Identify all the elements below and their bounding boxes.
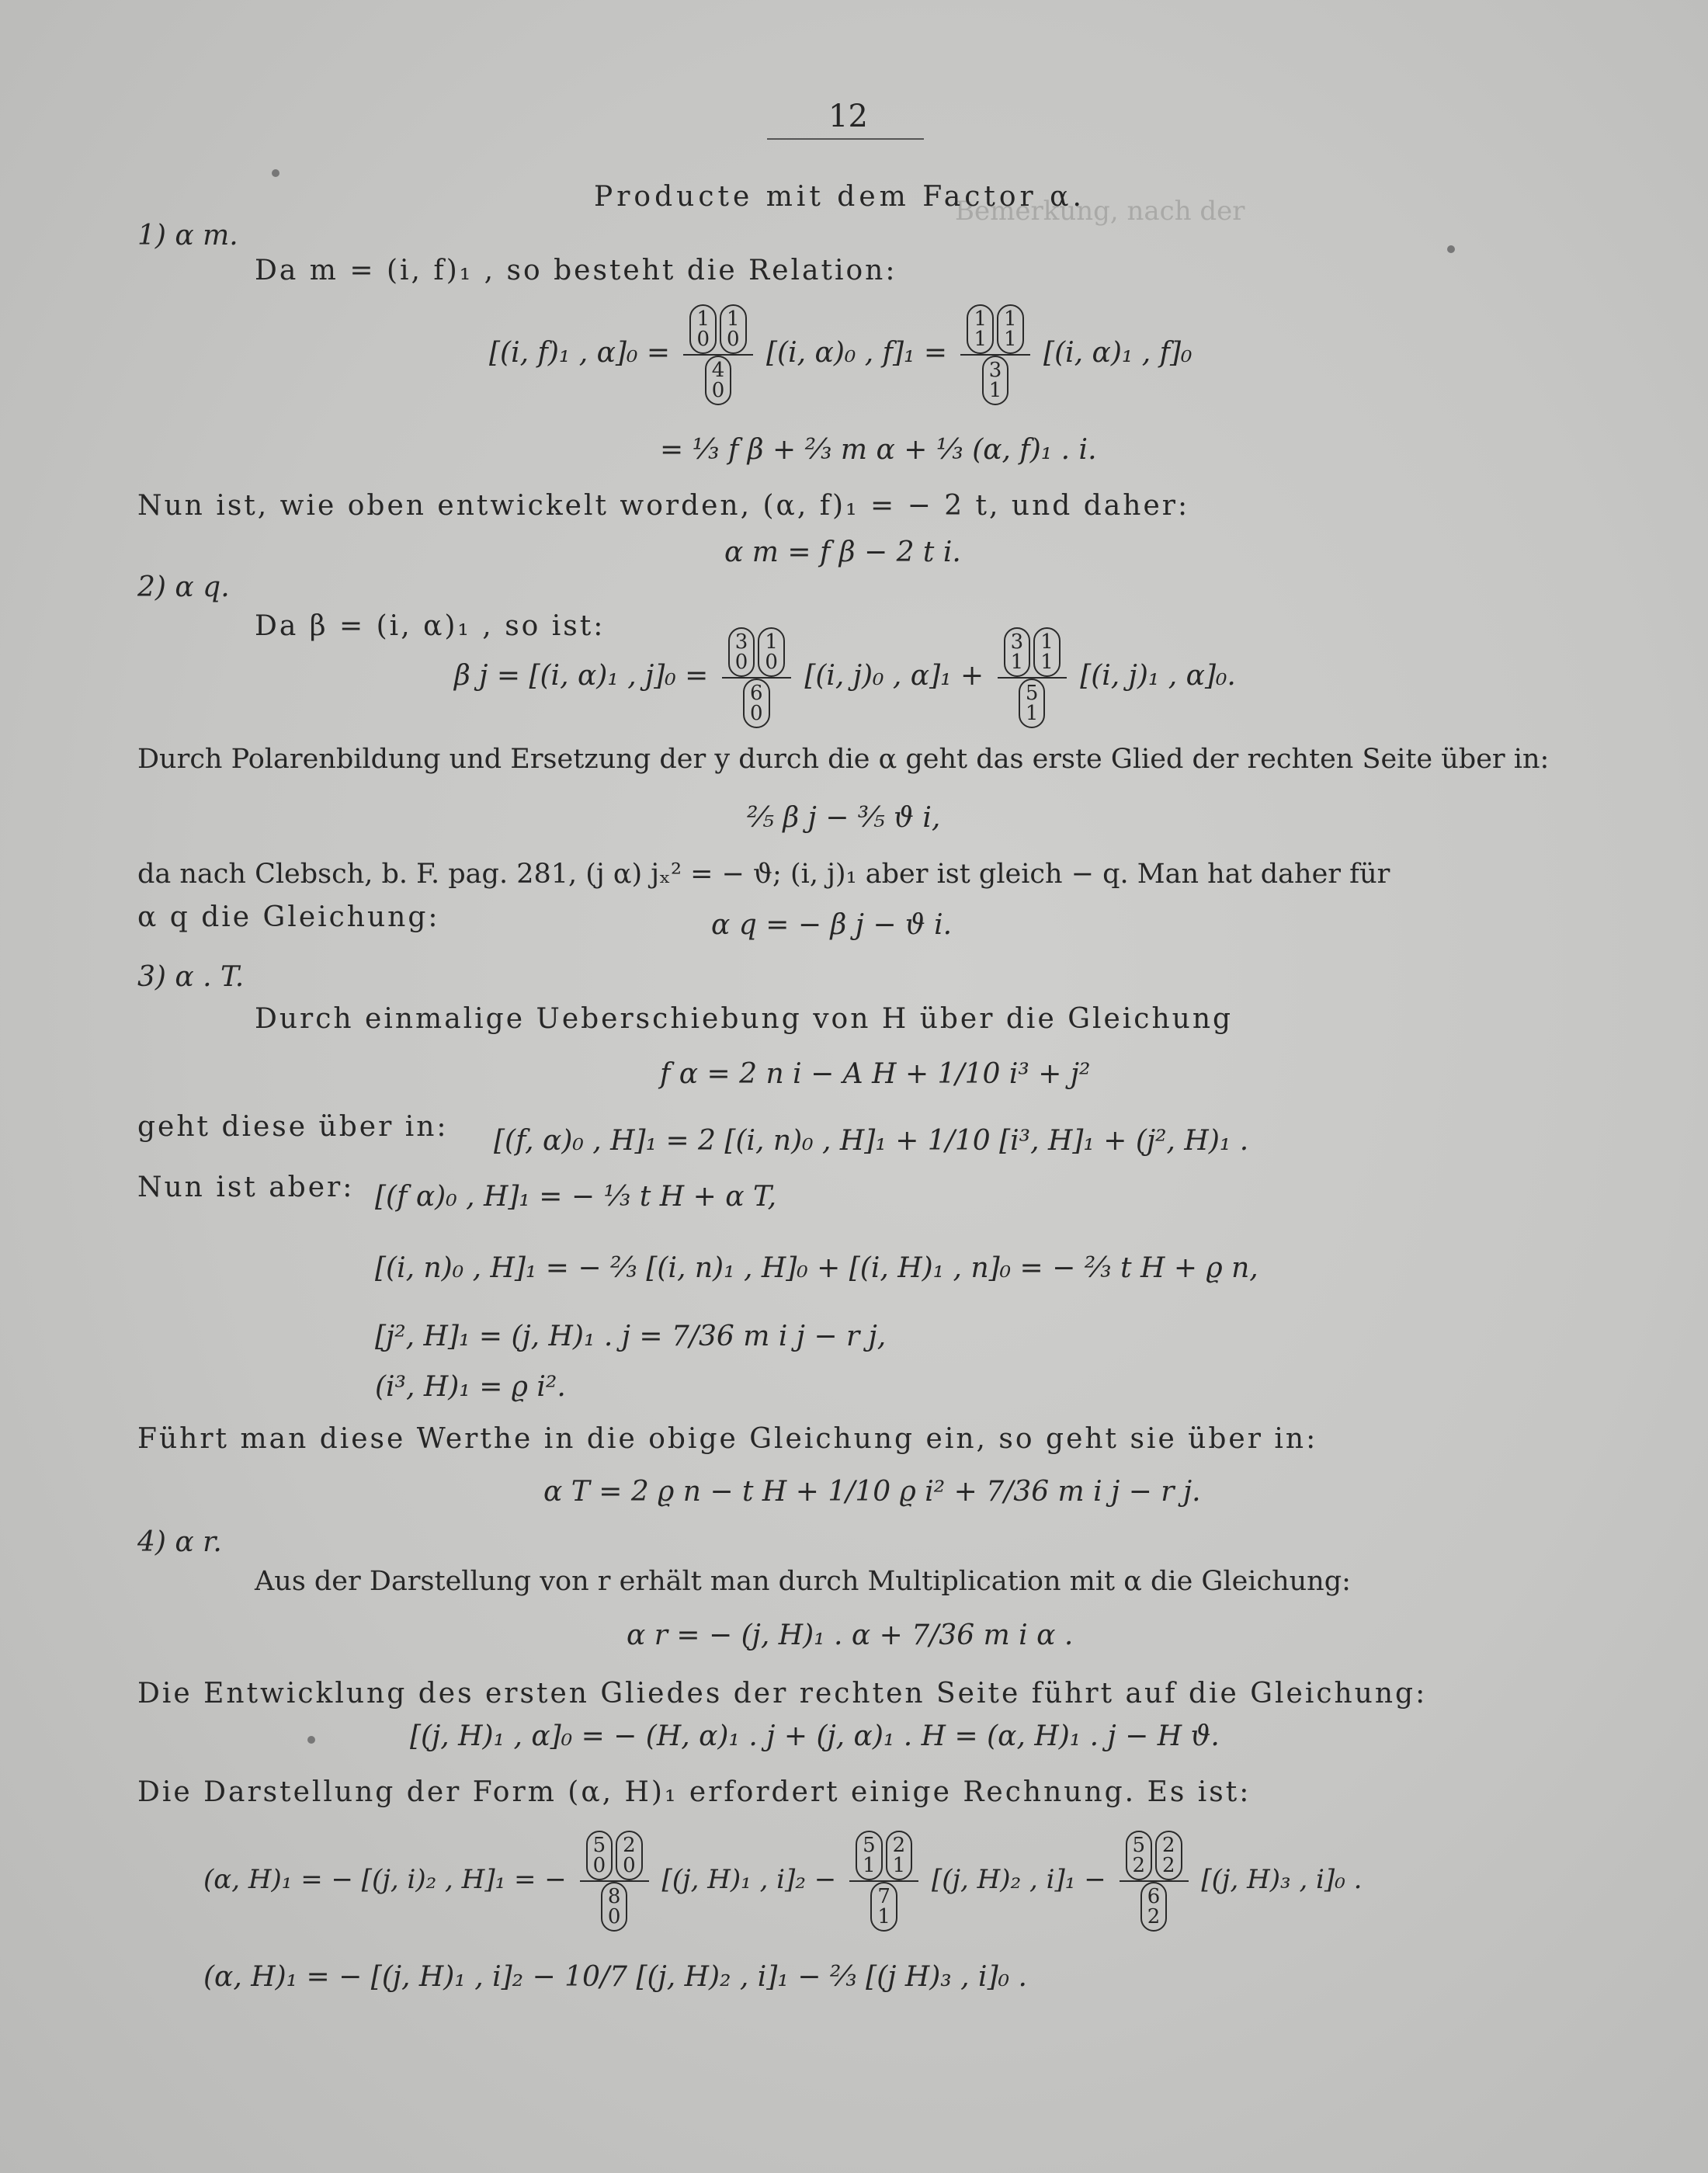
s3-text2: Nun ist aber: <box>137 1172 355 1203</box>
fraction: 3 01 0 6 0 <box>722 627 791 728</box>
s4-text2: Die Darstellung der Form (α, H)₁ erfordert einige Rechnung. Es ist: <box>137 1776 1251 1808</box>
section-label-4: 4) α r. <box>137 1526 222 1558</box>
s1-text: Nun ist, wie oben entwickelt worden, (α, f)₁ = − 2 t, und daher: <box>137 490 1190 522</box>
s3-result: α T = 2 ϱ n − t H + 1/10 ϱ i² + 7/36 m i j − r j. <box>543 1476 1201 1508</box>
s4-eq3-d: [(j, H)₃ , i]₀ . <box>1201 1864 1363 1895</box>
s3-eq6: (i³, H)₁ = ϱ i². <box>375 1371 566 1403</box>
s3-text1: geht diese über in: <box>137 1111 449 1143</box>
s2-text1: Durch Polarenbildung und Ersetzung der y durch die α geht das erste Glied der rechten Seite über in: <box>137 744 1550 775</box>
s3-eq2: [(f, α)₀ , H]₁ = 2 [(i, n)₀ , H]₁ + 1/10 [i³, H]₁ + (j², H)₁ . <box>494 1125 1249 1157</box>
s3-eq4: [(i, n)₀ , H]₁ = − ⅔ [(i, n)₁ , H]₀ + [(i, H)₁ , n]₀ = − ⅔ t H + ϱ n, <box>375 1252 1258 1284</box>
bleed-through-text: Bemerkung, nach der <box>955 196 1245 227</box>
section-label-2: 2) α q. <box>137 571 230 603</box>
fraction: 5 02 0 8 0 <box>580 1831 649 1932</box>
paper-speck <box>1447 245 1455 253</box>
s2-eq-lhs: β j = [(i, α)₁ , j]₀ = <box>454 660 709 692</box>
s3-intro: Durch einmalige Ueberschiebung von H über die Gleichung <box>255 1003 1234 1035</box>
fraction: 1 01 0 4 0 <box>683 304 752 405</box>
s1-eq1-rhs: [(i, α)₁ , f]₀ <box>1043 337 1192 369</box>
s1-eq1 <box>489 304 1192 405</box>
fraction: 5 12 1 7 1 <box>849 1831 918 1932</box>
s2-eq-rhs: [(i, j)₁ , α]₀. <box>1080 660 1236 692</box>
fraction: 1 11 1 3 1 <box>960 304 1029 405</box>
paper-speck <box>272 169 279 177</box>
page-number: 12 <box>828 99 868 134</box>
s3-text3: Führt man diese Werthe in die obige Gleichung ein, so geht sie über in: <box>137 1423 1318 1455</box>
section-label-1: 1) α m. <box>137 220 238 252</box>
s3-eq5: [j², H]₁ = (j, H)₁ . j = 7/36 m i j − r j, <box>375 1321 887 1352</box>
s4-eq2: [(j, H)₁ , α]₀ = − (H, α)₁ . j + (j, α)₁ . H = (α, H)₁ . j − H ϑ. <box>410 1720 1220 1752</box>
s1-intro: Da m = (i, f)₁ , so besteht die Relation: <box>255 255 897 286</box>
s4-eq3-b: [(j, H)₁ , i]₂ − <box>661 1864 837 1895</box>
s2-eq <box>454 627 1236 728</box>
s1-result: α m = f β − 2 t i. <box>724 536 961 568</box>
s1-eq1-mid: [(i, α)₀ , f]₁ = <box>766 337 948 369</box>
s2-text3: α q die Gleichung: <box>137 901 440 933</box>
section-heading: Producte mit dem Factor α. <box>594 181 1085 213</box>
fraction: 5 22 2 6 2 <box>1120 1831 1189 1932</box>
s2-intro: Da β = (i, α)₁ , so ist: <box>255 610 606 642</box>
s4-eq3 <box>203 1831 1362 1932</box>
page-number-rule <box>767 138 924 140</box>
s1-eq2: = ⅓ f β + ⅔ m α + ⅓ (α, f)₁ . i. <box>660 434 1097 466</box>
s4-eq3-a: (α, H)₁ = − [(j, i)₂ , H]₁ = − <box>203 1864 567 1895</box>
s4-text1: Die Entwicklung des ersten Gliedes der rechten Seite führt auf die Gleichung: <box>137 1678 1428 1710</box>
paper-speck <box>307 1736 315 1744</box>
s1-eq1-lhs: [(i, f)₁ , α]₀ = <box>489 337 671 369</box>
s2-eq-mid: [(i, j)₀ , α]₁ + <box>804 660 984 692</box>
section-label-3: 3) α . T. <box>137 961 245 993</box>
fraction: 3 11 1 5 1 <box>998 627 1067 728</box>
s2-result: α q = − β j − ϑ i. <box>711 909 953 941</box>
s4-eq3-c: [(j, H)₂ , i]₁ − <box>931 1864 1106 1895</box>
s3-eq1: f α = 2 n i − A H + 1/10 i³ + j² <box>660 1058 1091 1090</box>
s4-eq4: (α, H)₁ = − [(j, H)₁ , i]₂ − 10/7 [(j, H)₂ , i]₁ − ⅔ [(j H)₃ , i]₀ . <box>203 1961 1027 1993</box>
s3-eq3: [(f α)₀ , H]₁ = − ⅓ t H + α T, <box>375 1181 777 1213</box>
s4-intro: Aus der Darstellung von r erhält man durch Multiplication mit α die Gleichung: <box>255 1566 1351 1597</box>
s2-eq2: ⅖ β j − ⅗ ϑ i, <box>747 802 941 834</box>
s2-text2: da nach Clebsch, b. F. pag. 281, (j α) jₓ² = − ϑ; (i, j)₁ aber ist gleich − q. Man hat daher für <box>137 859 1390 890</box>
s4-eq1: α r = − (j, H)₁ . α + 7/36 m i α . <box>627 1619 1074 1651</box>
